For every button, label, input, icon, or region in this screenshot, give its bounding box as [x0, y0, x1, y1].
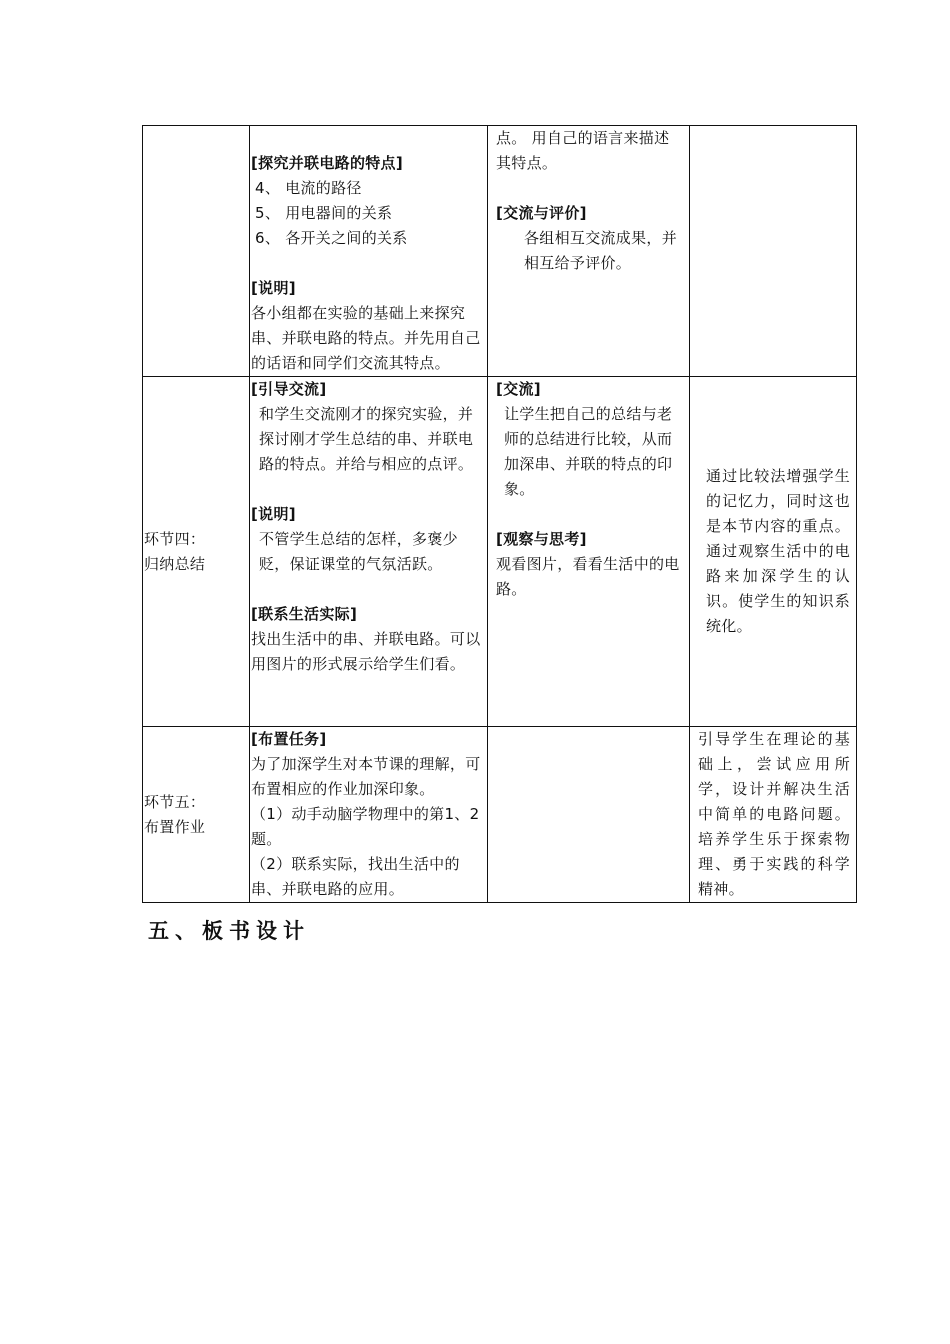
section-heading: [交流] [496, 380, 541, 398]
paragraph-text: 不管学生总结的怎样，多褒少贬，保证课堂的气氛活跃。 [259, 530, 458, 573]
paragraph-text: 找出生活中的串、并联电路。可以用图片的形式展示给学生们看。 [251, 630, 481, 673]
section-heading: [联系生活实际] [251, 605, 358, 623]
paragraph-text: 6、 各开关之间的关系 [255, 229, 408, 247]
student-activity-cell [488, 727, 690, 903]
design-intent-cell [690, 727, 857, 903]
blank-line [496, 502, 683, 527]
paragraph-text: 4、 电流的路径 [255, 179, 362, 197]
section-heading: [说明] [251, 505, 296, 523]
section-heading: [探究并联电路的特点] [251, 154, 404, 172]
paragraph-text: 和学生交流刚才的探究实验，并探讨刚才学生总结的串、并联电路的特点。并给与相应的点评。 [259, 405, 474, 473]
paragraph-text: （1）动手动脑学物理中的第1、2题。 [251, 805, 480, 848]
stage-cell [143, 377, 250, 727]
paragraph-text: 点。 用自己的语言来描述其特点。 [496, 129, 670, 172]
stage-label: 环节四： [144, 529, 206, 548]
stage-label: 环节五： [144, 792, 206, 811]
blank-line [496, 176, 683, 201]
paragraph-text: 通过比较法增强学生的记忆力，同时这也是本节内容的重点。通过观察生活中的电路来加深学生的认识。使学生的知识系统化。 [706, 467, 850, 635]
table-row [143, 727, 857, 903]
design-intent-cell [690, 126, 857, 377]
blank-line [251, 477, 486, 502]
section-heading: [说明] [251, 279, 296, 297]
section-heading: [引导交流] [251, 380, 327, 398]
teacher-activity-cell [250, 126, 488, 377]
paragraph-text: 各组相互交流成果，并相互给予评价。 [524, 229, 678, 272]
design-intent-cell [690, 377, 857, 727]
stage-cell [143, 727, 250, 903]
stage-label: 布置作业 [144, 817, 206, 836]
section-title: 五、板书设计 [148, 918, 310, 943]
blank-line [251, 126, 486, 151]
section-heading: [交流与评价] [496, 204, 587, 222]
student-activity-cell [488, 377, 690, 727]
paragraph-text: 各小组都在实验的基础上来探究串、并联电路的特点。并先用自己的话语和同学们交流其特点。 [251, 304, 481, 372]
lesson-plan-table [142, 125, 857, 903]
stage-label: 归纳总结 [144, 554, 206, 573]
table-row [143, 377, 857, 727]
paragraph-text: 为了加深学生对本节课的理解，可布置相应的作业加深印象。 [251, 755, 481, 798]
paragraph-text: 5、 用电器间的关系 [255, 204, 393, 222]
paragraph-text: 引导学生在理论的基础上，尝试应用所学，设计并解决生活中简单的电路问题。培养学生乐于探索物理、勇于实践的科学精神。 [698, 730, 850, 898]
stage-cell [143, 126, 250, 377]
blank-line [251, 577, 486, 602]
paragraph-text: （2）联系实际，找出生活中的串、并联电路的应用。 [251, 855, 460, 898]
paragraph-text: 让学生把自己的总结与老师的总结进行比较，从而加深串、并联的特点的印象。 [504, 405, 673, 498]
student-activity-cell [488, 126, 690, 377]
section-heading: [观察与思考] [496, 530, 587, 548]
teacher-activity-cell [250, 727, 488, 903]
section-heading: [布置任务] [251, 730, 327, 748]
blank-line [251, 251, 486, 276]
table-row [143, 126, 857, 377]
teacher-activity-cell [250, 377, 488, 727]
paragraph-text: 观看图片，看看生活中的电路。 [496, 555, 680, 598]
